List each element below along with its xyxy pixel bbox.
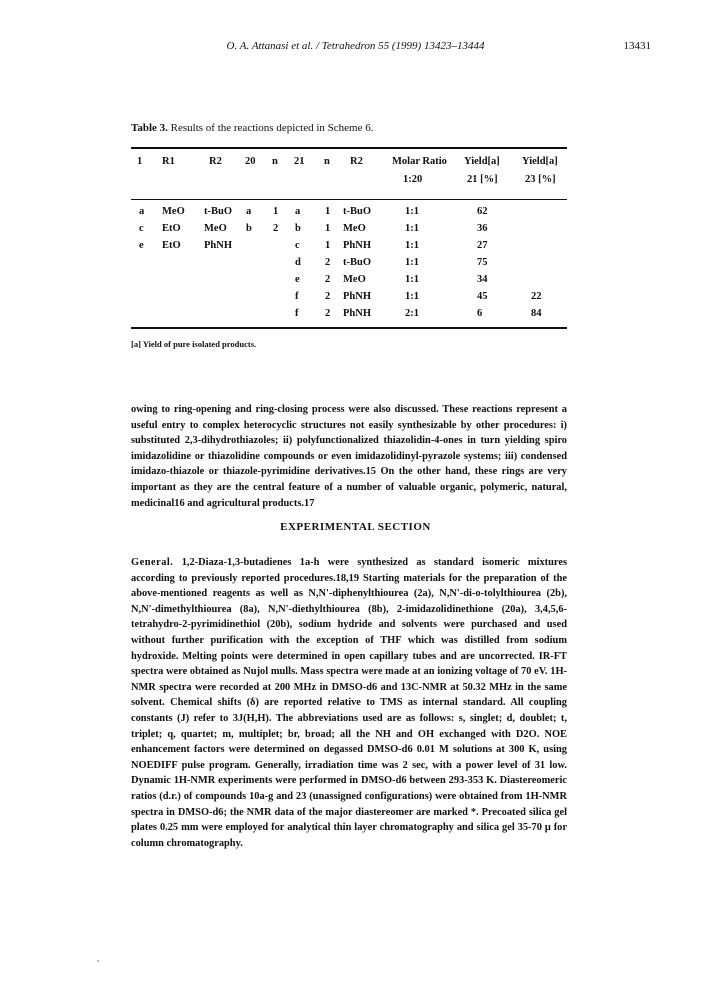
cell-n2: 1 <box>325 240 331 251</box>
cell-r2: MeO <box>204 223 227 234</box>
col-header-yield23: Yield[a] <box>522 156 558 167</box>
col-header-21: 21 <box>294 156 305 167</box>
cell-r2b: PhNH <box>343 291 372 302</box>
cell-n2: 2 <box>325 257 331 268</box>
table-rule-mid <box>131 199 567 200</box>
col-header-molar-ratio: Molar Ratio <box>392 156 447 167</box>
cell-21: f <box>295 291 299 302</box>
cell-21: e <box>295 274 300 285</box>
col-header-r2: R2 <box>209 156 222 167</box>
paragraph-lead: General. <box>131 557 174 568</box>
cell-20: b <box>246 223 252 234</box>
scan-artifact <box>97 960 99 962</box>
table-rule-bottom <box>131 327 567 329</box>
col-header-n: n <box>272 156 278 167</box>
cell-r2b: MeO <box>343 223 366 234</box>
cell-ratio: 1:1 <box>405 206 419 217</box>
col-header-1: 1 <box>137 156 143 167</box>
cell-n2: 2 <box>325 308 331 319</box>
cell-n2: 1 <box>325 206 331 217</box>
cell-yield21: 62 <box>477 206 488 217</box>
col-header-20: 20 <box>245 156 256 167</box>
cell-1: a <box>139 206 145 217</box>
page-number: 13431 <box>623 40 651 52</box>
running-head-authors: O. A. Attanasi et al. / Tetrahedron 55 (1999) 13423–13444 <box>226 40 485 52</box>
cell-21: a <box>295 206 301 217</box>
cell-r1: EtO <box>162 240 181 251</box>
paragraph-text: 1,2-Diaza-1,3-butadienes 1a-h were synthesized as standard isomeric mixtures according to previously reported procedures.18,19 Starting materials for the preparation of the above-mentioned reagents as well as N,N'-diphenylthiourea (2a), N,N'-di-o-tolylthiourea (2b), N,N'-dimethylthiourea (8a), N,N'-diethylthiourea (8b), 2-imidazolidinethione (20a), 3,4,5,6-tetrahydro-2-pyrimidinethiol (20b), sodium hydride and solvents were purchased and used without further purification with the exception of THF which was distilled from sodium hydroxide. Melting points were determined in open capillary tubes and are uncorrected. IR-FT spectra were obtained as Nujol mulls. Mass spectra were made at an ionizing voltage of 70 eV. 1H-NMR spectra were recorded at 200 MHz in DMSO-d6 and 13C-NMR at 50.32 MHz in the same solvent. Chemical shifts (δ) are reported relative to TMS as internal standard. All coupling constants (J) refer to 3J(H,H). The abbreviations used are as follows: s, singlet; d, doublet; t, triplet; q, quartet; m, multiplet; br, broad; all the NH and OH exchanged with D2O. NOE enhancement factors were determined on degassed DMSO-d6 0.01 M solutions at 300 K, using NOEDIFF pulse program. Generally, irradiation time was 2 sec, with a power level of 31 low. Dynamic 1H-NMR experiments were performed in DMSO-d6 between 293-353 K. Diastereomeric ratios (d.r.) of compounds 10a-g and 23 (unassigned configurations) were obtained from 1H-NMR spectra in DMSO-d6; the NMR data of the major diastereomer are marked *. Precoated silica gel plates 0.25 mm were employed for analytical thin layer chromatography and silica gel 35-70 μ for column chromatography. <box>131 557 567 849</box>
cell-ratio: 1:1 <box>405 257 419 268</box>
cell-21: c <box>295 240 300 251</box>
cell-21: b <box>295 223 301 234</box>
body-paragraph-2 <box>131 555 567 851</box>
cell-21: d <box>295 257 301 268</box>
running-head <box>0 40 711 54</box>
cell-yield23: 22 <box>531 291 542 302</box>
cell-r2b: PhNH <box>343 308 372 319</box>
cell-r1: EtO <box>162 223 181 234</box>
cell-ratio: 1:1 <box>405 274 419 285</box>
cell-n: 2 <box>273 223 279 234</box>
col-header-yield21-sub: 21 [%] <box>467 174 498 185</box>
cell-ratio: 1:1 <box>405 223 419 234</box>
section-title: EXPERIMENTAL SECTION <box>280 521 431 533</box>
cell-yield21: 75 <box>477 257 488 268</box>
cell-r2b: t-BuO <box>343 206 372 217</box>
table-caption <box>131 122 373 134</box>
cell-r2: PhNH <box>204 240 233 251</box>
cell-yield23: 84 <box>531 308 542 319</box>
col-header-yield21: Yield[a] <box>464 156 500 167</box>
cell-r2b: MeO <box>343 274 366 285</box>
cell-n: 1 <box>273 206 279 217</box>
table-footnote: [a] Yield of pure isolated products. <box>131 339 257 349</box>
col-header-n2: n <box>324 156 330 167</box>
col-header-r1: R1 <box>162 156 175 167</box>
cell-yield21: 34 <box>477 274 488 285</box>
cell-r2: t-BuO <box>204 206 233 217</box>
cell-n2: 1 <box>325 223 331 234</box>
cell-yield21: 36 <box>477 223 488 234</box>
cell-20: a <box>246 206 252 217</box>
table-rule-top <box>131 147 567 149</box>
cell-r2b: PhNH <box>343 240 372 251</box>
cell-n2: 2 <box>325 291 331 302</box>
cell-21: f <box>295 308 299 319</box>
col-header-r2b: R2 <box>350 156 363 167</box>
cell-r1: MeO <box>162 206 185 217</box>
cell-ratio: 2:1 <box>405 308 419 319</box>
cell-yield21: 45 <box>477 291 488 302</box>
cell-ratio: 1:1 <box>405 240 419 251</box>
body-paragraph-1: owing to ring-opening and ring-closing process were also discussed. These reactions represent a useful entry to complex heterocyclic structures not easily synthesizable by other procedures: i) substituted 2,3-dihydrothiazoles; ii) polyfunctionalized thiazolidin-4-ones in turn yielding spiro imidazolidine or thiazolidine compounds or even imidazolidinyl-pyrazole systems; iii) condensed imidazo-thiazole or thiazole-pyrimidine derivatives.15 On the other hand, these rings are very important as they are the central feature of a number of valuable organic, polymeric, natural, medicinal16 and agricultural products.17 <box>131 404 567 509</box>
col-header-yield23-sub: 23 [%] <box>525 174 556 185</box>
cell-1: c <box>139 223 144 234</box>
cell-yield21: 6 <box>477 308 483 319</box>
cell-yield21: 27 <box>477 240 488 251</box>
cell-1: e <box>139 240 144 251</box>
cell-r2b: t-BuO <box>343 257 372 268</box>
cell-ratio: 1:1 <box>405 291 419 302</box>
col-header-molar-ratio-sub: 1:20 <box>403 174 423 185</box>
table-caption-label: Table 3. <box>131 122 168 134</box>
cell-n2: 2 <box>325 274 331 285</box>
table-caption-text: Results of the reactions depicted in Scheme 6. <box>170 122 374 134</box>
